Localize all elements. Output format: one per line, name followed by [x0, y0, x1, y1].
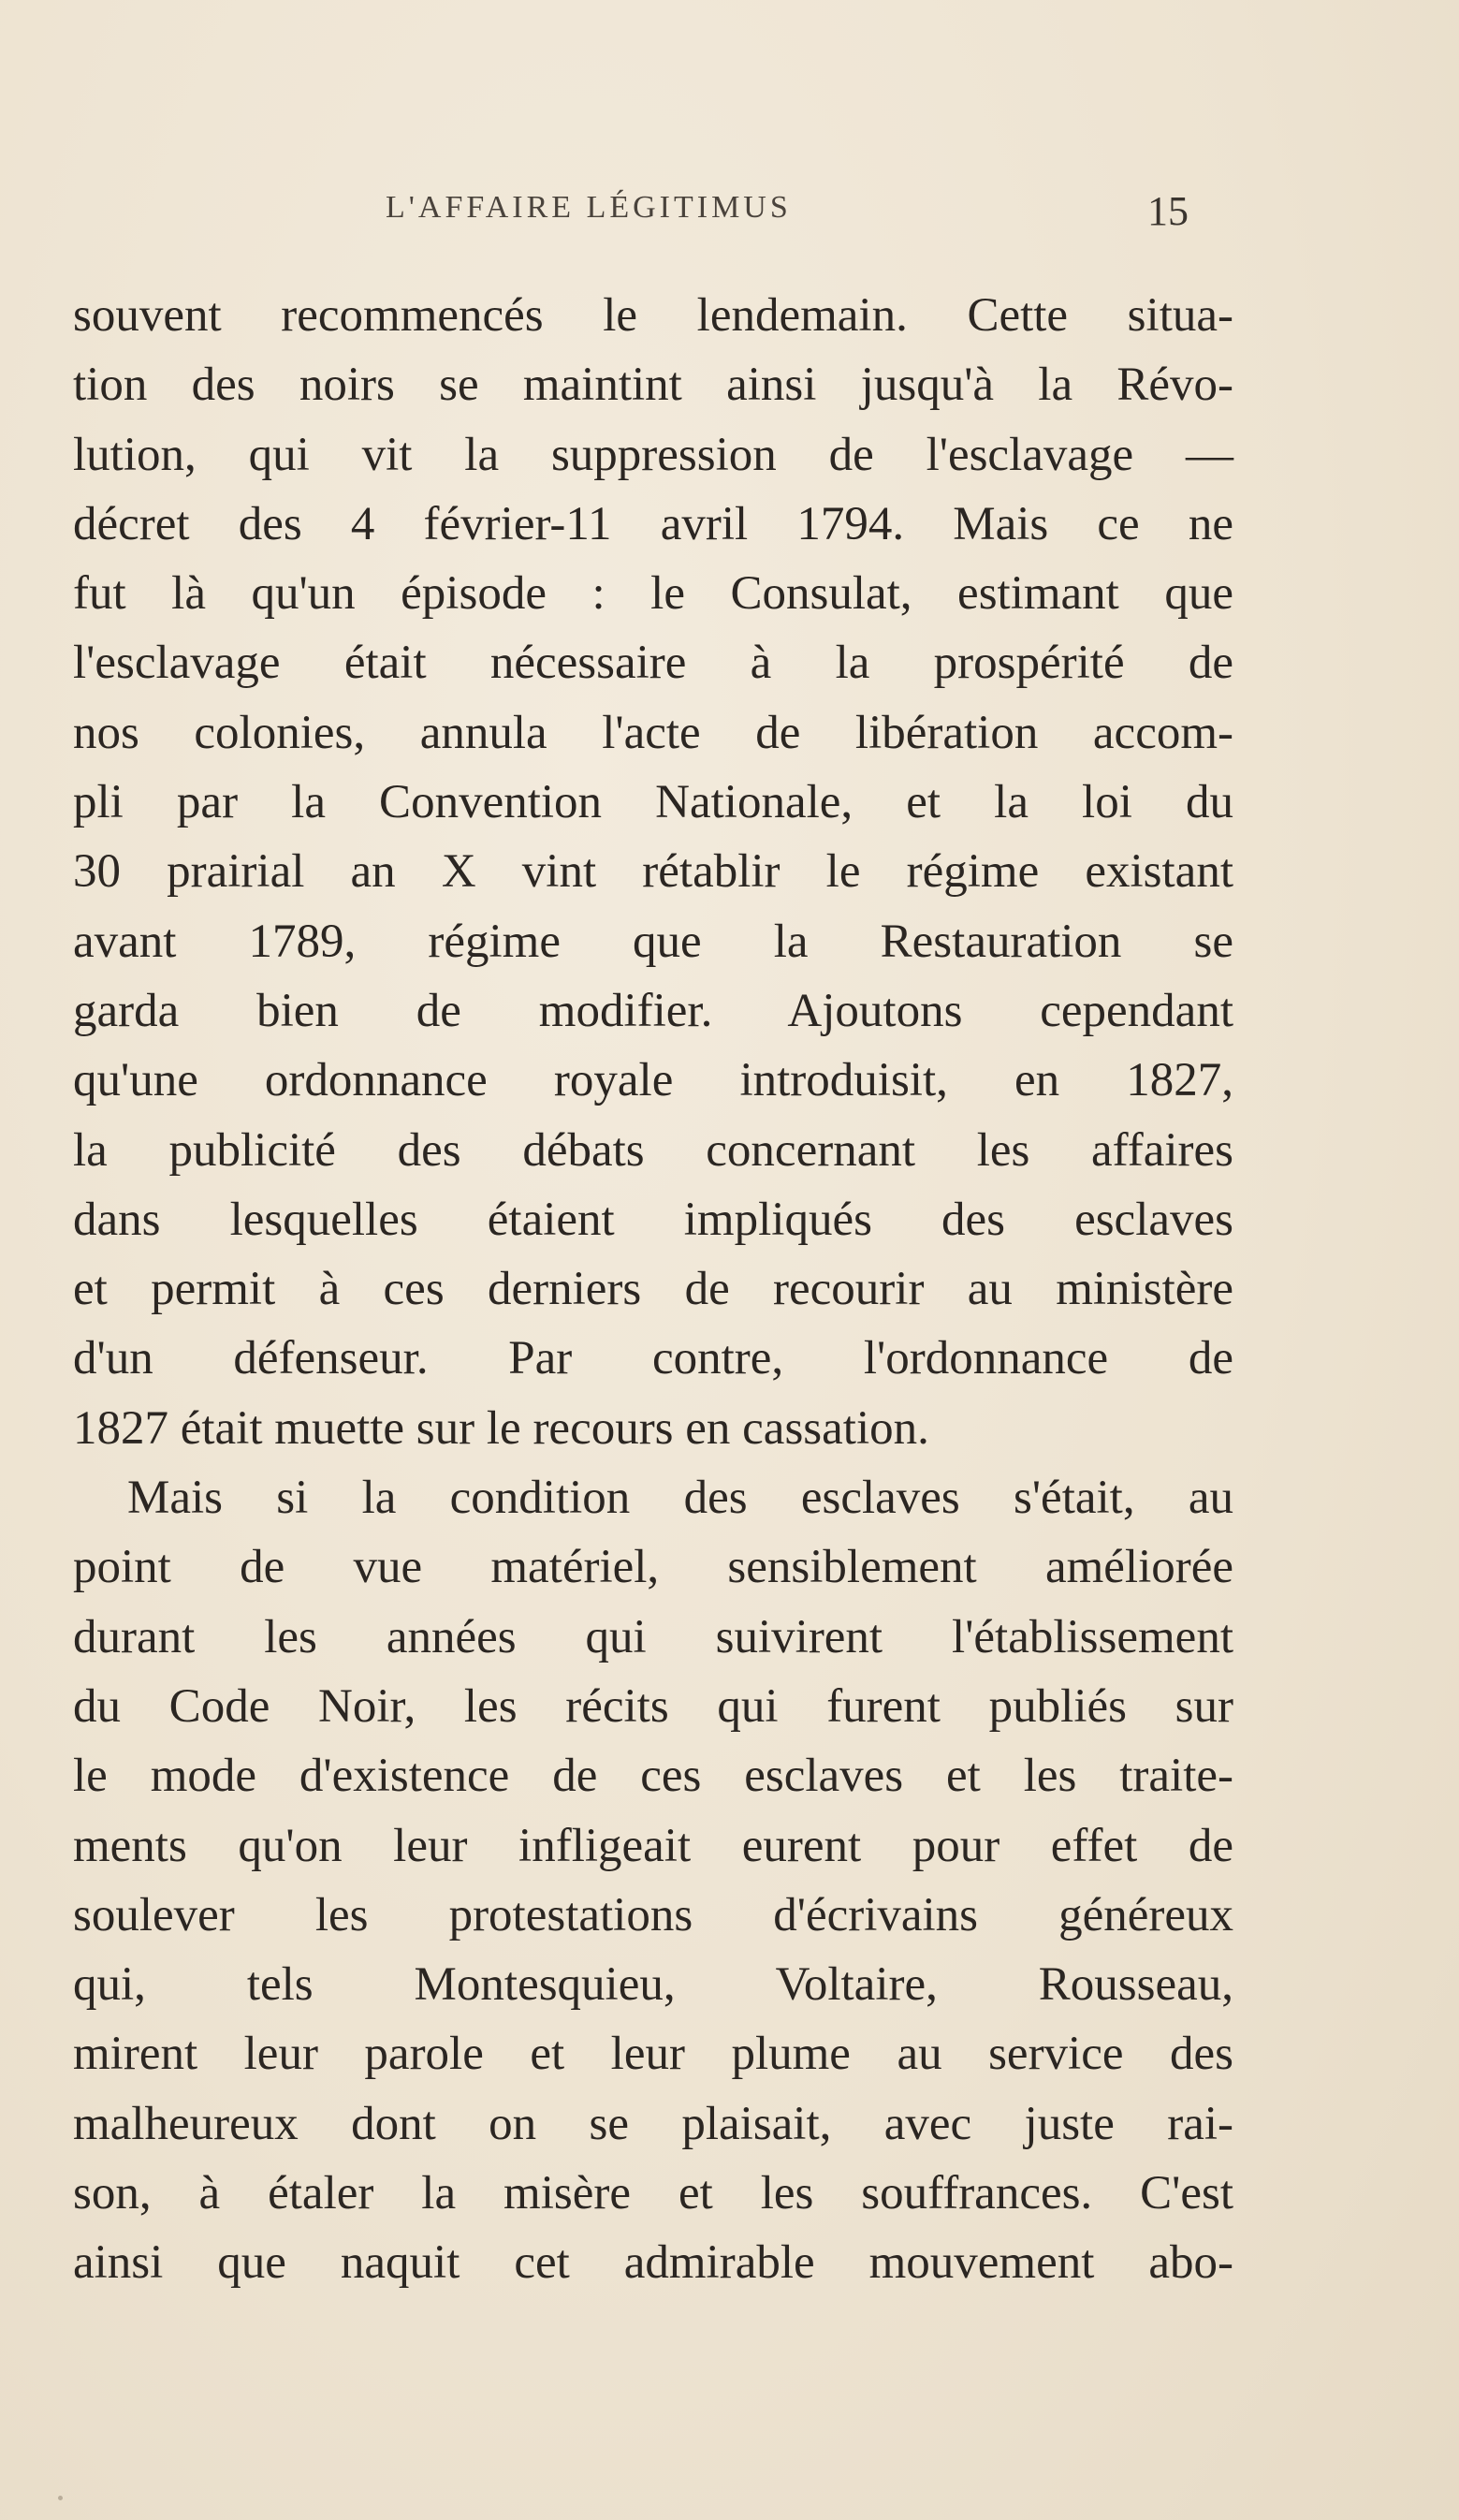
- text-line: durant les années qui suivirent l'établissement: [73, 1610, 1233, 1663]
- text-line: le mode d'existence de ces esclaves et les traite-: [73, 1750, 1233, 1803]
- text-line: lution, qui vit la suppression de l'esclavage —: [73, 428, 1233, 481]
- text-line: l'esclavage était nécessaire à la prospérité de: [73, 637, 1233, 690]
- text-line: soulever les protestations d'écrivains généreux: [73, 1888, 1233, 1941]
- text-line: pli par la Convention Nationale, et la loi du: [73, 776, 1233, 829]
- text-line: qu'une ordonnance royale introduisit, en 1827,: [73, 1054, 1233, 1107]
- text-line: du Code Noir, les récits qui furent publiés sur: [73, 1679, 1233, 1733]
- text-line: garda bien de modifier. Ajoutons cependant: [73, 984, 1233, 1037]
- text-line: 1827 était muette sur le recours en cassation.: [73, 1401, 929, 1455]
- text-line: tion des noirs se maintint ainsi jusqu'à la Révo-: [73, 359, 1233, 412]
- paper-speck: [58, 2496, 63, 2500]
- text-line: fut là qu'un épisode : le Consulat, estimant que: [73, 567, 1233, 621]
- body-text: [73, 281, 1233, 2298]
- text-line: Mais si la condition des esclaves s'était, au: [127, 1472, 1233, 1525]
- text-line: nos colonies, annula l'acte de libération accom-: [73, 706, 1233, 759]
- text-line: malheureux dont on se plaisait, avec juste rai-: [73, 2097, 1233, 2150]
- text-line: souvent recommencés le lendemain. Cette situa-: [73, 289, 1233, 342]
- text-line: décret des 4 février-11 avril 1794. Mais ce ne: [73, 497, 1233, 550]
- text-line: qui, tels Montesquieu, Voltaire, Rousseau,: [73, 1958, 1233, 2012]
- text-line: dans lesquelles étaient impliqués des esclaves: [73, 1193, 1233, 1246]
- text-line: ments qu'on leur infligeait eurent pour effet de: [73, 1819, 1233, 1872]
- text-line: et permit à ces derniers de recourir au ministère: [73, 1263, 1233, 1316]
- text-line: d'un défenseur. Par contre, l'ordonnance de: [73, 1332, 1233, 1385]
- running-head: L'AFFAIRE LÉGITIMUS: [386, 190, 792, 225]
- text-line: ainsi que naquit cet admirable mouvement abo-: [73, 2236, 1233, 2290]
- text-line: son, à étaler la misère et les souffrances. C'est: [73, 2167, 1233, 2220]
- text-line: la publicité des débats concernant les affaires: [73, 1123, 1233, 1177]
- text-line: point de vue matériel, sensiblement améliorée: [73, 1541, 1233, 1594]
- text-line: avant 1789, régime que la Restauration se: [73, 915, 1233, 968]
- page-number: 15: [1147, 188, 1189, 234]
- text-line: 30 prairial an X vint rétablir le régime existant: [73, 845, 1233, 899]
- text-line: mirent leur parole et leur plume au service des: [73, 2028, 1233, 2081]
